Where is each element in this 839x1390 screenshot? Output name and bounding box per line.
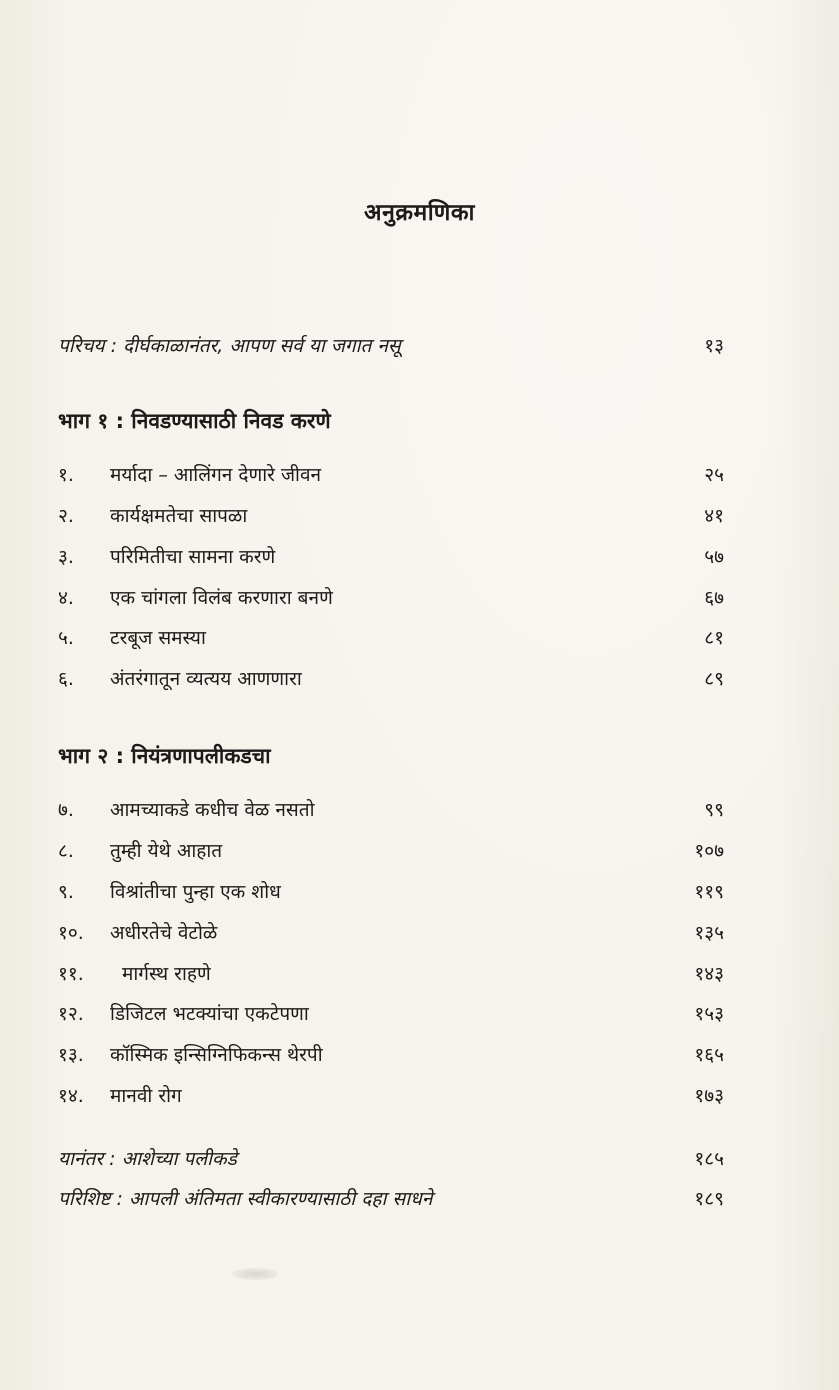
entry-page: १५३ [694,1003,724,1025]
entry-page: २५ [704,464,724,486]
entry-number: १०. [58,922,84,944]
entry-number: ७. [58,799,74,821]
toc-entry[interactable] [58,622,724,654]
entry-title: डिजिटल भटक्यांचा एकटेपणा [110,1003,309,1025]
entry-number: १२. [58,1003,84,1025]
entry-title: परिशिष्ट : आपली अंतिमता स्वीकारण्यासाठी दहा साधने [58,1188,433,1210]
entry-page: १४३ [694,963,724,985]
entry-page: ११९ [694,881,724,903]
entry-title: विश्रांतीचा पुन्हा एक शोध [110,881,281,903]
toc-entry[interactable] [58,459,724,491]
entry-title: मार्गस्थ राहणे [122,963,211,985]
toc-entry-afterword[interactable] [58,1143,724,1175]
entry-number: ६. [58,668,74,690]
entry-page: १८५ [694,1148,724,1170]
entry-title: कॉस्मिक इन्सिग्निफिकन्स थेरपी [110,1044,323,1066]
entry-number: ३. [58,546,74,568]
entry-title: आमच्याकडे कधीच वेळ नसतो [110,799,315,821]
entry-page: ५७ [704,546,724,568]
entry-number: ८. [58,840,74,862]
entry-number: २. [58,505,74,527]
entry-title: एक चांगला विलंब करणारा बनणे [110,587,333,609]
entry-number: ५. [58,627,74,649]
entry-page: १७३ [694,1085,724,1107]
entry-title: मर्यादा – आलिंगन देणारे जीवन [110,464,322,486]
toc-entry[interactable] [58,1039,724,1071]
entry-title: यानंतर : आशेच्या पलीकडे [58,1148,237,1170]
paper-smudge [232,1268,278,1280]
toc-entry[interactable] [58,582,724,614]
toc-entry-appendix[interactable] [58,1183,724,1215]
toc-entry[interactable] [58,917,724,949]
toc-entry[interactable] [58,663,724,695]
toc-entry[interactable] [58,500,724,532]
entry-number: ४. [58,587,74,609]
toc-entry-intro[interactable] [58,330,724,362]
entry-title: टरबूज समस्या [110,627,206,649]
entry-page: १८९ [694,1188,724,1210]
page-title: अनुक्रमणिका [364,200,475,226]
entry-title: कार्यक्षमतेचा सापळा [110,505,248,527]
entry-title: परिमितीचा सामना करणे [110,546,276,568]
part-heading-2: भाग २ : नियंत्रणापलीकडचा [58,744,271,768]
entry-page: ८१ [704,627,724,649]
entry-page: १६५ [694,1044,724,1066]
entry-page: ८९ [704,668,724,690]
entry-page: ९९ [704,799,724,821]
part-heading-1: भाग १ : निवडण्यासाठी निवड करणे [58,409,331,433]
entry-number: ११. [58,963,84,985]
entry-number: १३. [58,1044,84,1066]
entry-title: अधीरतेचे वेटोळे [110,922,218,944]
entry-number: १४. [58,1085,84,1107]
entry-number: १. [58,464,74,486]
entry-page: १३ [704,335,724,357]
entry-page: ४१ [704,505,724,527]
entry-page: ६७ [704,587,724,609]
entry-page: १०७ [694,840,724,862]
toc-entry[interactable] [58,541,724,573]
entry-title: मानवी रोग [110,1085,182,1107]
toc-entry[interactable] [58,835,724,867]
entry-title: परिचय : दीर्घकाळानंतर, आपण सर्व या जगात नसू [58,335,401,357]
entry-title: अंतरंगातून व्यत्यय आणणारा [110,668,302,690]
toc-entry[interactable] [58,876,724,908]
toc-entry[interactable] [58,794,724,826]
toc-entry[interactable] [58,958,724,990]
entry-number: ९. [58,881,74,903]
toc-entry[interactable] [58,998,724,1030]
toc-entry[interactable] [58,1080,724,1112]
entry-page: १३५ [694,922,724,944]
entry-title: तुम्ही येथे आहात [110,840,223,862]
